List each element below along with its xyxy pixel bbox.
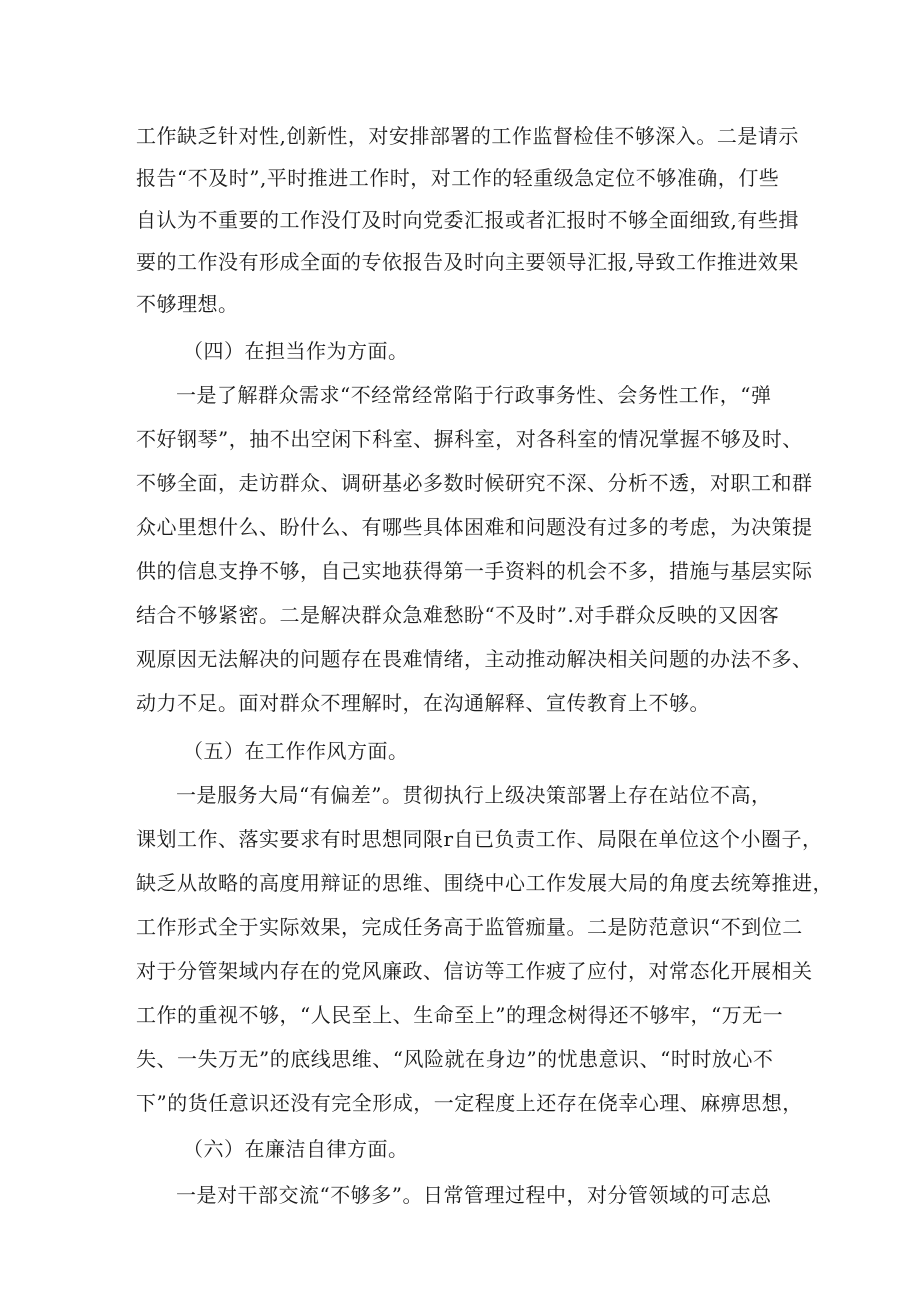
paragraph-line: 一是对干部交流“不够多”。日常管理过程中，对分管领域的可志总 bbox=[176, 1183, 772, 1207]
section-heading-4: （四）在担当作为方面。 bbox=[183, 339, 409, 363]
paragraph-line: 动力不足。面对群众不理解时，在沟通解释、宣传教育上不够。 bbox=[136, 691, 710, 715]
paragraph-line: 工作形式全于实际效果，完成任务高于监管痂量。二是防范意识“不到位二 bbox=[136, 915, 803, 939]
paragraph-line: 结合不够紧密。二是解决群众急难愁盼“不及时”.对手群众反映的又因客 bbox=[136, 603, 780, 627]
paragraph-line: 工作的重视不够，“人民至上、生命至上”的理念树得还不够牢，“万无一 bbox=[136, 1003, 784, 1027]
paragraph-line: 要的工作没有形成全面的专依报告及时向主要领导汇报,导致工作推进效果 bbox=[136, 250, 799, 274]
paragraph-line: 不好钢琴”，抽不出空闲下科室、摒科室，对各科室的情况掌握不够及时、 bbox=[136, 427, 803, 451]
paragraph-line: 课划工作、落实要求有时思想同限r自已负责工作、局限在单位这个小圈子， bbox=[136, 827, 823, 851]
section-heading-5: （五）在工作作风方面。 bbox=[183, 739, 409, 763]
paragraph-line: 报告“不及时”,平时推进工作时，对工作的轻重级急定位不够准确，仃些 bbox=[136, 166, 780, 190]
paragraph-line: 工作缺乏针对性,创新性，对安排部署的工作监督检佳不够深入。二是请示 bbox=[136, 124, 799, 148]
paragraph-line: 下”的货任意识还没有完全形成，一定程度上还存在侥幸心理、麻痹思想， bbox=[136, 1091, 803, 1115]
paragraph-line: 观原因无法解决的问题存在畏难情绪，主动推动解决相关问题的办法不多、 bbox=[136, 647, 813, 671]
paragraph-line: 一是了解群众需求“不经常经常陷于行政事务性、会务性工作，“弹 bbox=[176, 383, 772, 407]
paragraph-line: 众心里想什么、盼什么、有哪些具体困难和问题没有过多的考虑，为决策提 bbox=[136, 515, 813, 539]
paragraph-line: 失、一失万无”的底线思维、“风险就在身边”的忧患意识、“时时放心不 bbox=[136, 1047, 774, 1071]
paragraph-line: 供的信息支挣不够，自己实地获得第一手资料的机会不多，措施与基层实际 bbox=[136, 559, 813, 583]
paragraph-line: 对于分管架域内存在的党风廉政、信访等工作疲了应付，对常态化开展相关 bbox=[136, 959, 813, 983]
paragraph-line: 自认为不重要的工作没仃及时向党委汇报或者汇报时不够全面细致,有些揖 bbox=[136, 208, 799, 232]
section-heading-6: （六）在廉洁自律方面。 bbox=[183, 1137, 409, 1161]
paragraph-line: 一是服务大局“有偏差”。贯彻执行上级决策部署上存在站位不高， bbox=[176, 783, 772, 807]
paragraph-line: 不够全面，走访群众、调研基必多数时候研究不深、分析不透，对职工和群 bbox=[136, 471, 813, 495]
paragraph-line: 缺乏从故略的高度用辩证的思维、围绕中心工作发展大局的角度去统筹推进， bbox=[136, 871, 833, 895]
paragraph-line: 不够理想。 bbox=[136, 292, 239, 316]
